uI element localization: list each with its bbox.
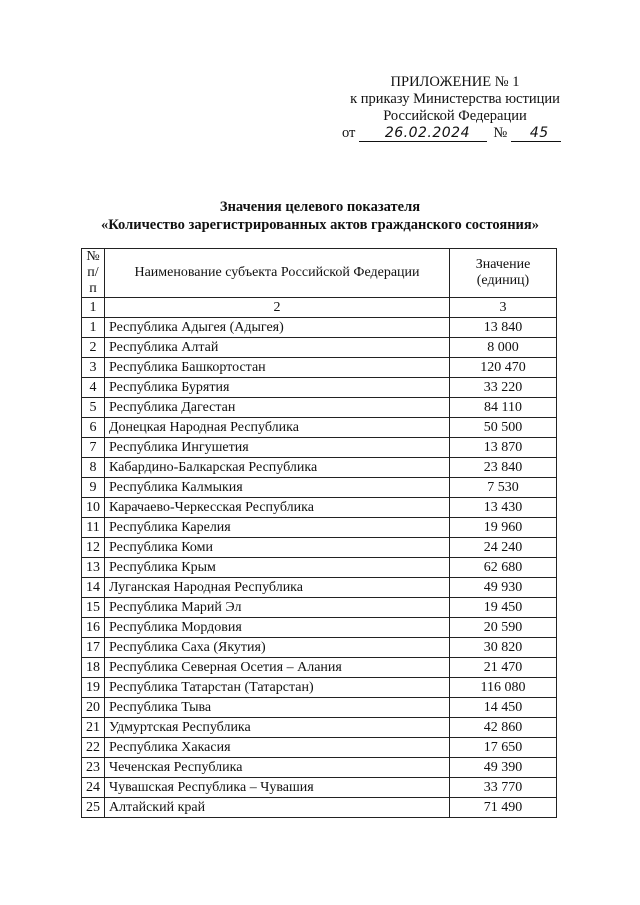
appendix-order-ref: к приказу Министерства юстиции <box>350 91 560 107</box>
row-value: 71 490 <box>450 798 557 818</box>
table-row <box>82 438 557 458</box>
date-prefix: от <box>342 125 356 141</box>
column-number: 2 <box>105 298 450 318</box>
row-number: 6 <box>82 418 105 438</box>
row-number: 24 <box>82 778 105 798</box>
row-number: 23 <box>82 758 105 778</box>
row-subject-name: Республика Ингушетия <box>105 438 450 458</box>
table-row <box>82 458 557 478</box>
appendix-date-number-line <box>342 125 580 142</box>
row-subject-name: Карачаево-Черкесская Республика <box>105 498 450 518</box>
header-subject-name: Наименование субъекта Российской Федерации <box>105 249 450 298</box>
row-subject-name: Чеченская Республика <box>105 758 450 778</box>
row-value: 24 240 <box>450 538 557 558</box>
row-subject-name: Алтайский край <box>105 798 450 818</box>
table-row <box>82 558 557 578</box>
table-row <box>82 698 557 718</box>
row-subject-name: Республика Мордовия <box>105 618 450 638</box>
table-row <box>82 778 557 798</box>
table-row <box>82 318 557 338</box>
row-value: 50 500 <box>450 418 557 438</box>
table-row <box>82 578 557 598</box>
row-value: 13 870 <box>450 438 557 458</box>
indicator-table <box>81 248 557 818</box>
row-subject-name: Кабардино-Балкарская Республика <box>105 458 450 478</box>
row-number: 7 <box>82 438 105 458</box>
row-number: 20 <box>82 698 105 718</box>
table-row <box>82 758 557 778</box>
row-subject-name: Республика Адыгея (Адыгея) <box>105 318 450 338</box>
table-row <box>82 478 557 498</box>
table-row <box>82 718 557 738</box>
row-number: 1 <box>82 318 105 338</box>
row-value: 120 470 <box>450 358 557 378</box>
row-value: 19 450 <box>450 598 557 618</box>
row-value: 19 960 <box>450 518 557 538</box>
row-number: 8 <box>82 458 105 478</box>
table-row <box>82 398 557 418</box>
row-subject-name: Донецкая Народная Республика <box>105 418 450 438</box>
row-number: 25 <box>82 798 105 818</box>
table-header-row <box>82 249 557 298</box>
document-title <box>40 198 600 234</box>
row-subject-name: Республика Бурятия <box>105 378 450 398</box>
row-value: 13 840 <box>450 318 557 338</box>
appendix-block <box>330 74 580 142</box>
row-value: 8 000 <box>450 338 557 358</box>
table-row <box>82 798 557 818</box>
row-value: 20 590 <box>450 618 557 638</box>
handwritten-number: 45 <box>511 126 561 142</box>
table-row <box>82 738 557 758</box>
row-number: 4 <box>82 378 105 398</box>
row-value: 62 680 <box>450 558 557 578</box>
row-subject-name: Республика Крым <box>105 558 450 578</box>
row-number: 21 <box>82 718 105 738</box>
row-number: 17 <box>82 638 105 658</box>
row-number: 18 <box>82 658 105 678</box>
row-subject-name: Республика Дагестан <box>105 398 450 418</box>
header-value <box>450 249 557 298</box>
column-number: 3 <box>450 298 557 318</box>
table-row <box>82 518 557 538</box>
row-value: 17 650 <box>450 738 557 758</box>
row-number: 12 <box>82 538 105 558</box>
row-value: 14 450 <box>450 698 557 718</box>
row-subject-name: Республика Коми <box>105 538 450 558</box>
row-subject-name: Республика Алтай <box>105 338 450 358</box>
header-value-label: Значение (единиц) <box>475 257 531 288</box>
row-value: 21 470 <box>450 658 557 678</box>
row-number: 14 <box>82 578 105 598</box>
table-row <box>82 638 557 658</box>
row-subject-name: Республика Тыва <box>105 698 450 718</box>
appendix-title: ПРИЛОЖЕНИЕ № 1 <box>390 74 520 90</box>
title-line-2: «Количество зарегистрированных актов гражданского состояния» <box>100 217 539 233</box>
row-value: 116 080 <box>450 678 557 698</box>
row-subject-name: Республика Хакасия <box>105 738 450 758</box>
table-row <box>82 378 557 398</box>
table-row <box>82 678 557 698</box>
table-row <box>82 358 557 378</box>
handwritten-date: 26.02.2024 <box>359 126 487 142</box>
table-row <box>82 598 557 618</box>
row-number: 16 <box>82 618 105 638</box>
row-subject-name: Республика Северная Осетия – Алания <box>105 658 450 678</box>
row-subject-name: Удмуртская Республика <box>105 718 450 738</box>
row-subject-name: Республика Карелия <box>105 518 450 538</box>
row-value: 33 770 <box>450 778 557 798</box>
column-number: 1 <box>82 298 105 318</box>
row-number: 22 <box>82 738 105 758</box>
row-number: 2 <box>82 338 105 358</box>
table-row <box>82 658 557 678</box>
header-number <box>82 249 105 298</box>
row-number: 19 <box>82 678 105 698</box>
row-number: 9 <box>82 478 105 498</box>
row-value: 7 530 <box>450 478 557 498</box>
row-subject-name: Республика Калмыкия <box>105 478 450 498</box>
table-row <box>82 618 557 638</box>
row-value: 42 860 <box>450 718 557 738</box>
table-row <box>82 538 557 558</box>
row-number: 3 <box>82 358 105 378</box>
appendix-ministry: Российской Федерации <box>383 108 527 124</box>
number-label: № <box>493 125 508 141</box>
row-number: 11 <box>82 518 105 538</box>
row-value: 13 430 <box>450 498 557 518</box>
row-number: 5 <box>82 398 105 418</box>
row-number: 13 <box>82 558 105 578</box>
row-value: 23 840 <box>450 458 557 478</box>
table-row <box>82 498 557 518</box>
header-number-label: № п/п <box>86 249 100 296</box>
table-row <box>82 338 557 358</box>
row-value: 33 220 <box>450 378 557 398</box>
column-number-row <box>82 298 557 318</box>
row-value: 30 820 <box>450 638 557 658</box>
table-row <box>82 418 557 438</box>
row-value: 84 110 <box>450 398 557 418</box>
title-line-1: Значения целевого показателя <box>219 199 421 215</box>
row-value: 49 390 <box>450 758 557 778</box>
row-subject-name: Республика Марий Эл <box>105 598 450 618</box>
row-subject-name: Луганская Народная Республика <box>105 578 450 598</box>
row-subject-name: Республика Татарстан (Татарстан) <box>105 678 450 698</box>
row-subject-name: Чувашская Республика – Чувашия <box>105 778 450 798</box>
row-value: 49 930 <box>450 578 557 598</box>
row-number: 10 <box>82 498 105 518</box>
row-number: 15 <box>82 598 105 618</box>
row-subject-name: Республика Башкортостан <box>105 358 450 378</box>
row-subject-name: Республика Саха (Якутия) <box>105 638 450 658</box>
